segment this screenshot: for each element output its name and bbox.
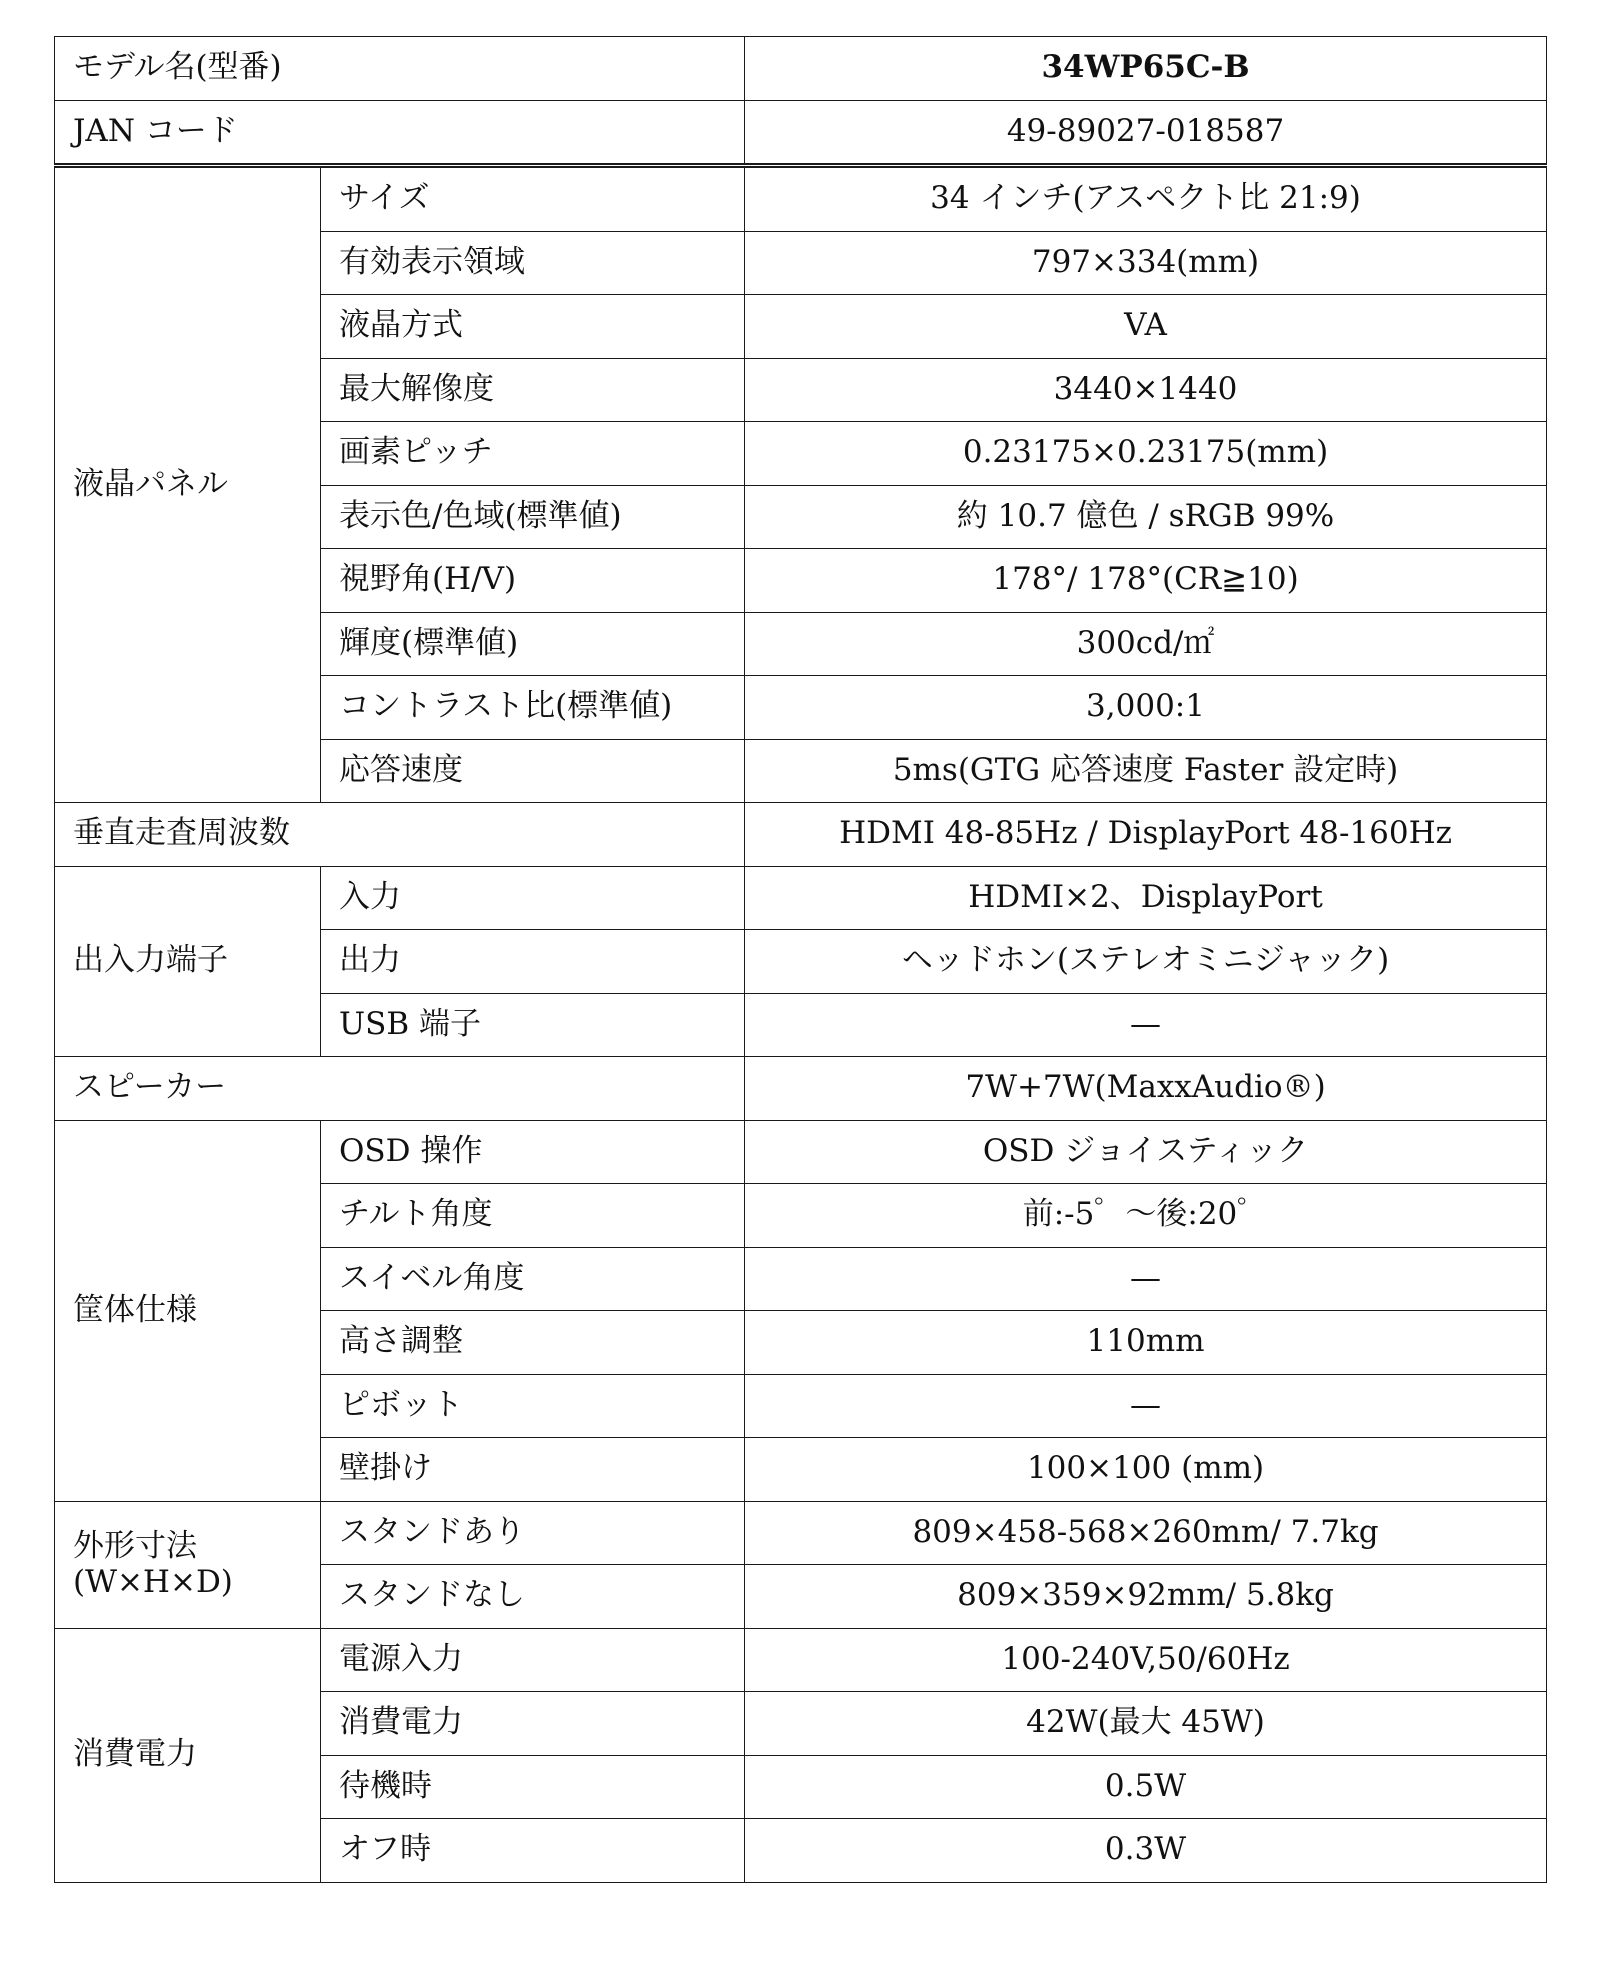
spec-value: HDMI×2、DisplayPort: [745, 866, 1547, 930]
spec-value: —: [745, 1247, 1547, 1311]
power-category: 消費電力: [55, 1628, 321, 1882]
spec-value: OSD ジョイスティック: [745, 1120, 1547, 1184]
spec-label: 高さ調整: [321, 1311, 745, 1375]
spec-label: 消費電力: [321, 1692, 745, 1756]
spec-label: 液晶方式: [321, 295, 745, 359]
spec-label: 応答速度: [321, 739, 745, 803]
spec-label: 入力: [321, 866, 745, 930]
spec-label: スイベル角度: [321, 1247, 745, 1311]
dimensions-category-line1: 外形寸法: [73, 1527, 197, 1564]
vertical-scan-value: HDMI 48-85Hz / DisplayPort 48-160Hz: [745, 803, 1547, 867]
spec-label: スタンドあり: [321, 1501, 745, 1565]
housing-category: 筐体仕様: [55, 1120, 321, 1501]
jan-code-label: JAN コード: [55, 100, 745, 166]
spec-value: 前:-5゜〜後:20゜: [745, 1184, 1547, 1248]
spec-label: ピボット: [321, 1374, 745, 1438]
model-name-value: 34WP65C-B: [745, 37, 1547, 101]
table-row: [55, 166, 1547, 232]
speaker-value: 7W+7W(MaxxAudio®): [745, 1057, 1547, 1121]
table-row-jan: [55, 100, 1547, 166]
spec-label: 視野角(H/V): [321, 549, 745, 613]
spec-value: 0.5W: [745, 1755, 1547, 1819]
spec-value: 3,000:1: [745, 676, 1547, 740]
spec-value: 3440×1440: [745, 358, 1547, 422]
spec-label: 待機時: [321, 1755, 745, 1819]
spec-value: 42W(最大 45W): [745, 1692, 1547, 1756]
table-row: [55, 1501, 1547, 1565]
spec-label: 輝度(標準値): [321, 612, 745, 676]
spec-label: 出力: [321, 930, 745, 994]
spec-value: —: [745, 1374, 1547, 1438]
spec-value: 0.23175×0.23175(mm): [745, 422, 1547, 486]
spec-value: 300cd/㎡: [745, 612, 1547, 676]
jan-code-value: 49-89027-018587: [745, 100, 1547, 166]
spec-value: VA: [745, 295, 1547, 359]
spec-value: 5ms(GTG 応答速度 Faster 設定時): [745, 739, 1547, 803]
spec-value: 797×334(mm): [745, 231, 1547, 295]
spec-label: 表示色/色域(標準値): [321, 485, 745, 549]
dimensions-category: [55, 1501, 321, 1628]
spec-value: ヘッドホン(ステレオミニジャック): [745, 930, 1547, 994]
spec-value: 809×458-568×260mm/ 7.7kg: [745, 1501, 1547, 1565]
panel-category: 液晶パネル: [55, 166, 321, 803]
table-row: [55, 1120, 1547, 1184]
spec-value: 100-240V,50/60Hz: [745, 1628, 1547, 1692]
spec-label: 電源入力: [321, 1628, 745, 1692]
table-row: [55, 866, 1547, 930]
table-row: [55, 1628, 1547, 1692]
spec-value: 100×100 (mm): [745, 1438, 1547, 1502]
vertical-scan-label: 垂直走査周波数: [55, 803, 745, 867]
spec-label: 画素ピッチ: [321, 422, 745, 486]
spec-label: 有効表示領域: [321, 231, 745, 295]
spec-label: スタンドなし: [321, 1565, 745, 1629]
spec-value: 0.3W: [745, 1819, 1547, 1883]
table-row-speaker: [55, 1057, 1547, 1121]
table-row-vertical-scan: [55, 803, 1547, 867]
spec-label: 最大解像度: [321, 358, 745, 422]
spec-value: —: [745, 993, 1547, 1057]
dimensions-category-line2: (W×H×D): [73, 1563, 233, 1600]
spec-table: [54, 36, 1547, 1883]
io-category: 出入力端子: [55, 866, 321, 1057]
spec-label: USB 端子: [321, 993, 745, 1057]
spec-value: 34 インチ(アスペクト比 21:9): [745, 166, 1547, 232]
spec-value: 110mm: [745, 1311, 1547, 1375]
model-name-label: モデル名(型番): [55, 37, 745, 101]
spec-label: 壁掛け: [321, 1438, 745, 1502]
spec-label: チルト角度: [321, 1184, 745, 1248]
spec-label: サイズ: [321, 166, 745, 232]
spec-value: 178°/ 178°(CR≧10): [745, 549, 1547, 613]
spec-label: コントラスト比(標準値): [321, 676, 745, 740]
speaker-label: スピーカー: [55, 1057, 745, 1121]
table-row-model: [55, 37, 1547, 101]
spec-value: 約 10.7 億色 / sRGB 99%: [745, 485, 1547, 549]
spec-label: オフ時: [321, 1819, 745, 1883]
spec-label: OSD 操作: [321, 1120, 745, 1184]
spec-value: 809×359×92mm/ 5.8kg: [745, 1565, 1547, 1629]
